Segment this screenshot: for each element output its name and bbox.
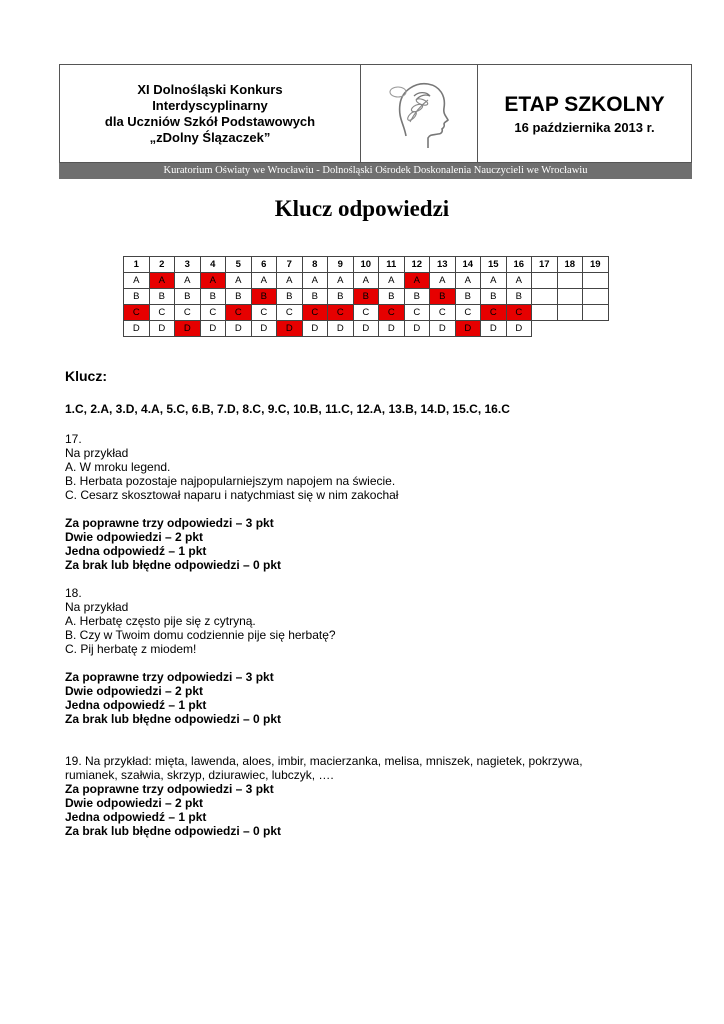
grid-empty-cell	[583, 321, 609, 337]
key-summary: 1.C, 2.A, 3.D, 4.A, 5.C, 6.B, 7.D, 8.C, 9.C, 10.B, 11.C, 12.A, 13.B, 14.D, 15.C, 16.C	[65, 402, 510, 416]
grid-option-cell: A	[481, 273, 507, 289]
q17-score-3: Za poprawne trzy odpowiedzi – 3 pkt	[65, 516, 274, 530]
grid-correct-answer-cell: D	[175, 321, 201, 337]
grid-correct-answer-cell: C	[328, 305, 354, 321]
grid-option-cell: B	[175, 289, 201, 305]
q18-number: 18.	[65, 586, 82, 600]
grid-empty-cell	[532, 289, 558, 305]
grid-empty-cell	[557, 305, 583, 321]
grid-option-cell: A	[251, 273, 277, 289]
grid-question-number: 18	[557, 257, 583, 273]
grid-question-number: 16	[506, 257, 532, 273]
grid-option-cell: D	[379, 321, 405, 337]
page-title: Klucz odpowiedzi	[274, 196, 450, 221]
answer-grid	[123, 256, 609, 337]
grid-option-cell: B	[277, 289, 303, 305]
q18-score-2: Dwie odpowiedzi – 2 pkt	[65, 684, 204, 698]
grid-question-number: 9	[328, 257, 354, 273]
q17-score-1: Jedna odpowiedź – 1 pkt	[65, 544, 207, 558]
grid-option-cell: C	[277, 305, 303, 321]
grid-correct-answer-cell: A	[404, 273, 430, 289]
grid-option-cell: A	[328, 273, 354, 289]
q17-option-a: A. W mroku legend.	[65, 460, 171, 474]
grid-question-number: 12	[404, 257, 430, 273]
q17-intro: Na przykład	[65, 446, 129, 460]
grid-question-number: 1	[124, 257, 150, 273]
grid-option-cell: A	[455, 273, 481, 289]
grid-option-cell: D	[481, 321, 507, 337]
grid-option-cell: D	[353, 321, 379, 337]
grid-option-cell: D	[506, 321, 532, 337]
grid-empty-cell	[583, 305, 609, 321]
grid-question-number: 6	[251, 257, 277, 273]
grid-option-cell: B	[124, 289, 150, 305]
grid-correct-answer-cell: C	[302, 305, 328, 321]
grid-empty-cell	[532, 273, 558, 289]
grid-question-number: 3	[175, 257, 201, 273]
q17-option-b: B. Herbata pozostaje najpopularniejszym napojem na świecie.	[65, 474, 396, 488]
q19-score-1: Jedna odpowiedź – 1 pkt	[65, 810, 207, 824]
contest-line: dla Uczniów Szkół Podstawowych	[104, 113, 316, 129]
grid-option-cell: C	[200, 305, 226, 321]
grid-option-cell: A	[506, 273, 532, 289]
key-heading: Klucz:	[65, 368, 107, 384]
grid-option-cell: B	[481, 289, 507, 305]
q19-score-2: Dwie odpowiedzi – 2 pkt	[65, 796, 204, 810]
grid-empty-cell	[583, 289, 609, 305]
grid-correct-answer-cell: B	[353, 289, 379, 305]
q17-number: 17.	[65, 432, 82, 446]
grid-correct-answer-cell: C	[226, 305, 252, 321]
grid-option-cell: D	[404, 321, 430, 337]
grid-empty-cell	[557, 321, 583, 337]
grid-option-cell: A	[175, 273, 201, 289]
q18-option-b: B. Czy w Twoim domu codziennie pije się herbatę?	[65, 628, 336, 642]
contest-name	[60, 65, 361, 162]
grid-option-cell: A	[124, 273, 150, 289]
grid-correct-answer-cell: A	[149, 273, 175, 289]
grid-option-cell: B	[302, 289, 328, 305]
q19-score-3: Za poprawne trzy odpowiedzi – 3 pkt	[65, 782, 274, 796]
grid-empty-cell	[532, 305, 558, 321]
grid-option-cell: C	[430, 305, 456, 321]
grid-correct-answer-cell: A	[200, 273, 226, 289]
stage-info	[478, 65, 691, 162]
grid-correct-answer-cell: B	[251, 289, 277, 305]
grid-option-cell: C	[175, 305, 201, 321]
grid-question-number: 4	[200, 257, 226, 273]
stage-title: ETAP SZKOLNY	[504, 92, 665, 116]
grid-option-cell: D	[124, 321, 150, 337]
grid-option-cell: B	[328, 289, 354, 305]
grid-question-number: 2	[149, 257, 175, 273]
q18-score-3: Za poprawne trzy odpowiedzi – 3 pkt	[65, 670, 274, 684]
grid-option-cell: D	[149, 321, 175, 337]
contest-line: XI Dolnośląski Konkurs	[137, 81, 283, 97]
head-with-leaves-icon	[384, 74, 454, 154]
grid-option-cell: C	[455, 305, 481, 321]
grid-question-number: 11	[379, 257, 405, 273]
q17-score-0: Za brak lub błędne odpowiedzi – 0 pkt	[65, 558, 282, 572]
q17-option-c: C. Cesarz skosztował naparu i natychmiast się w nim zakochał	[65, 488, 399, 502]
grid-empty-cell	[557, 273, 583, 289]
q18-option-a: A. Herbatę często pije się z cytryną.	[65, 614, 256, 628]
grid-option-cell: A	[430, 273, 456, 289]
grid-option-cell: C	[404, 305, 430, 321]
grid-option-cell: B	[379, 289, 405, 305]
grid-option-cell: D	[302, 321, 328, 337]
organizer-strip: Kuratorium Oświaty we Wrocławiu - Dolnośląski Ośrodek Doskonalenia Nauczycieli we Wrocławiu	[59, 163, 692, 179]
grid-question-number: 17	[532, 257, 558, 273]
grid-question-number: 10	[353, 257, 379, 273]
grid-empty-cell	[583, 273, 609, 289]
grid-option-cell: A	[226, 273, 252, 289]
grid-option-cell: D	[226, 321, 252, 337]
grid-option-cell: B	[226, 289, 252, 305]
grid-option-cell: D	[328, 321, 354, 337]
grid-option-cell: B	[455, 289, 481, 305]
grid-option-cell: B	[200, 289, 226, 305]
stage-date: 16 października 2013 r.	[514, 119, 655, 135]
grid-correct-answer-cell: C	[379, 305, 405, 321]
grid-option-cell: D	[430, 321, 456, 337]
header-box	[59, 64, 692, 163]
grid-option-cell: A	[302, 273, 328, 289]
grid-option-cell: A	[379, 273, 405, 289]
grid-option-cell: C	[353, 305, 379, 321]
grid-question-number: 8	[302, 257, 328, 273]
grid-correct-answer-cell: D	[455, 321, 481, 337]
grid-option-cell: A	[277, 273, 303, 289]
grid-question-number: 13	[430, 257, 456, 273]
grid-correct-answer-cell: B	[430, 289, 456, 305]
grid-question-number: 7	[277, 257, 303, 273]
grid-question-number: 14	[455, 257, 481, 273]
grid-empty-cell	[557, 289, 583, 305]
contest-line: Interdyscyplinarny	[152, 97, 268, 113]
q19-score-0: Za brak lub błędne odpowiedzi – 0 pkt	[65, 824, 282, 838]
grid-option-cell: B	[506, 289, 532, 305]
grid-option-cell: C	[149, 305, 175, 321]
answer-key-content	[65, 368, 685, 838]
q18-option-c: C. Pij herbatę z miodem!	[65, 642, 197, 656]
q18-score-0: Za brak lub błędne odpowiedzi – 0 pkt	[65, 712, 282, 726]
grid-question-number: 5	[226, 257, 252, 273]
grid-option-cell: A	[353, 273, 379, 289]
logo	[361, 65, 478, 162]
q19-line-2: rumianek, szałwia, skrzyp, dziurawiec, lubczyk, ….	[65, 768, 334, 782]
grid-correct-answer-cell: D	[277, 321, 303, 337]
grid-option-cell: D	[200, 321, 226, 337]
q17-score-2: Dwie odpowiedzi – 2 pkt	[65, 530, 204, 544]
grid-correct-answer-cell: C	[124, 305, 150, 321]
q19-line-1: 19. Na przykład: mięta, lawenda, aloes, imbir, macierzanka, melisa, mniszek, nagietek, pokrzywa,	[65, 754, 583, 768]
grid-correct-answer-cell: C	[481, 305, 507, 321]
grid-option-cell: D	[251, 321, 277, 337]
q18-intro: Na przykład	[65, 600, 129, 614]
grid-question-number: 15	[481, 257, 507, 273]
grid-question-number: 19	[583, 257, 609, 273]
contest-line: „zDolny Ślązaczek”	[149, 129, 271, 145]
q18-score-1: Jedna odpowiedź – 1 pkt	[65, 698, 207, 712]
grid-option-cell: B	[149, 289, 175, 305]
grid-option-cell: C	[251, 305, 277, 321]
grid-empty-cell	[532, 321, 558, 337]
grid-correct-answer-cell: C	[506, 305, 532, 321]
grid-option-cell: B	[404, 289, 430, 305]
